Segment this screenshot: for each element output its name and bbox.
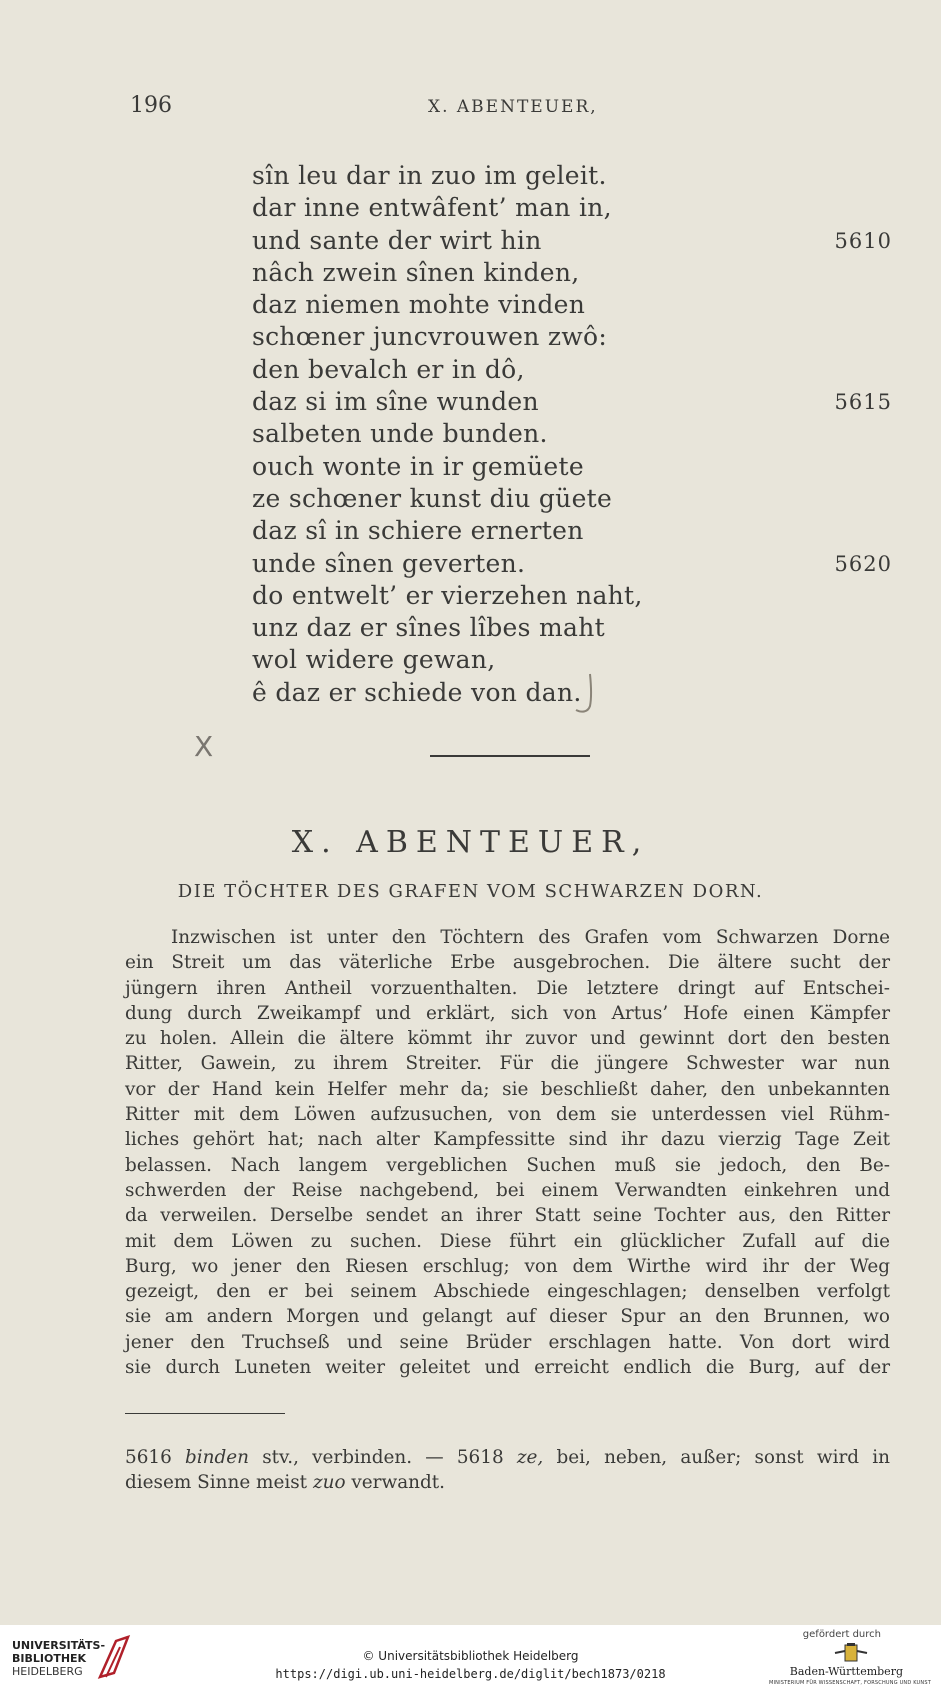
summary-line: vor der Hand kein Helfer mehr da; sie beschließt daher, den unbekannten	[125, 1078, 890, 1100]
footnotes	[125, 1445, 890, 1495]
verse-line	[252, 548, 892, 580]
footnote-term: ze,	[516, 1447, 544, 1468]
verse-text: daz niemen mohte vinden	[252, 290, 586, 320]
summary-line: jener den Truchseß und seine Brüder erschlagen hatte. Von dort wird	[125, 1331, 890, 1353]
verse-line	[252, 160, 892, 192]
verse-line	[252, 451, 892, 483]
chapter-title: X. ABENTEUER,	[291, 825, 650, 860]
summary-line: mit dem Löwen zu suchen. Diese führt ein glücklicher Zufall auf die	[125, 1230, 890, 1252]
summary-line: Ritter mit dem Löwen aufzusuchen, von dem sie unterdessen viel Rühm-	[125, 1104, 890, 1126]
verse-text: ze schœner kunst diu güete	[252, 483, 613, 513]
verse-text: do entwelt’ er vierzehen naht,	[252, 580, 643, 610]
summary-line: gezeigt, den er bei seinem Abschiede eingeschlagen; denselben verfolgt	[125, 1281, 890, 1303]
footnote-term: binden	[185, 1447, 250, 1468]
verse-line	[252, 354, 892, 386]
summary-line: Burg, wo jener den Riesen erschlug; von dem Wirthe wird ihr der Weg	[125, 1255, 890, 1277]
footnote-number: 5618	[456, 1447, 504, 1468]
line-number: 5615	[834, 390, 892, 415]
verse-text: und sante der wirt hin	[252, 225, 542, 255]
verse-line	[252, 483, 892, 515]
verse-text: nâch zwein sînen kinden,	[252, 257, 580, 287]
verse-text: den bevalch er in dô,	[252, 354, 525, 384]
verse-text: sîn leu dar in zuo im geleit.	[252, 161, 607, 190]
verse-text: dar inne entwâfent’ man in,	[252, 193, 612, 223]
verse-line	[252, 289, 892, 321]
verse-block	[252, 160, 892, 709]
summary-line: Ritter, Gawein, zu ihrem Streiter. Für die jüngere Schwester war nun	[125, 1053, 890, 1075]
library-name-line: BIBLIOTHEK	[12, 1652, 87, 1665]
footnote-divider	[125, 1413, 285, 1414]
verse-line	[252, 321, 892, 353]
verse-text: ouch wonte in ir gemüete	[252, 451, 584, 481]
verse-text: ê daz er schiede von dan.	[252, 677, 582, 707]
verse-line	[252, 386, 892, 418]
summary-line: belassen. Nach langem vergeblichen Suchen muß sie jedoch, den Be-	[125, 1154, 890, 1176]
summary-line: schwerden der Reise nachgebend, bei einem Verwandten einkehren und	[125, 1179, 890, 1201]
footnote-term: zuo	[312, 1472, 346, 1493]
funded-by-label: gefördert durch	[802, 1629, 881, 1640]
summary-line: sie durch Luneten weiter geleitet und erreicht endlich die Burg, auf der	[125, 1357, 890, 1379]
summary-line: Inzwischen ist unter den Töchtern des Grafen vom Schwarzen Dorne	[171, 927, 890, 948]
summary-paragraph	[125, 925, 890, 1380]
summary-line: liches gehört hat; nach alter Kampfessitte sind ihr dazu vierzig Tage Zeit	[125, 1129, 890, 1151]
footnote-number: 5616	[125, 1447, 172, 1468]
verse-text: unde sînen geverten.	[252, 548, 526, 578]
footnote-text: stv., verbinden. —	[262, 1447, 444, 1468]
summary-line: da verweilen. Derselbe sendet an ihrer Statt seine Tochter aus, den Ritter	[125, 1205, 890, 1227]
footnote-text: bei, neben, außer; sonst wird in	[556, 1447, 890, 1468]
permalink-url[interactable]: https://digi.ub.uni-heidelberg.de/diglit/bech1873/0218	[275, 1667, 666, 1681]
verse-line	[252, 225, 892, 257]
state-name: Baden-Württemberg	[789, 1665, 903, 1678]
summary-line: sie am andern Morgen und gelangt auf dieser Spur an den Brunnen, wo	[125, 1306, 890, 1328]
section-divider	[430, 755, 590, 757]
library-name-line: HEIDELBERG	[12, 1665, 83, 1678]
pencil-scribble-icon	[572, 672, 598, 716]
verse-line	[252, 612, 892, 644]
footnote-line	[125, 1445, 890, 1470]
verse-line	[252, 192, 892, 224]
summary-line: zu holen. Allein die ältere kömmt ihr zuvor und gewinnt dort den besten	[125, 1028, 890, 1050]
verse-text: salbeten unde bunden.	[252, 419, 548, 449]
footnote-line	[125, 1470, 890, 1495]
verse-text: unz daz er sînes lîbes maht	[252, 613, 605, 643]
verse-text: schœner juncvrouwen zwô:	[252, 322, 608, 352]
page-number: 196	[130, 93, 172, 118]
verse-line	[252, 418, 892, 450]
summary-line: jüngern ihren Antheil vorzuenthalten. Die letztere dringt auf Entschei-	[125, 977, 890, 999]
library-name-line: UNIVERSITÄTS-	[12, 1639, 106, 1652]
verse-text: daz sî in schiere ernerten	[252, 516, 584, 546]
pencil-x-mark: X	[194, 730, 214, 763]
footnote-text: diesem Sinne meist	[125, 1472, 308, 1493]
ministry-name: MINISTERIUM FÜR WISSENSCHAFT, FORSCHUNG UND KUNST	[768, 1680, 931, 1686]
page-header	[130, 93, 750, 123]
chapter-subtitle: DIE TÖCHTER DES GRAFEN VOM SCHWARZEN DORN.	[177, 881, 764, 902]
verse-text: daz si im sîne wunden	[252, 387, 539, 417]
summary-line: ein Streit um das väterliche Erbe ausgebrochen. Die ältere sucht der	[125, 952, 890, 974]
verse-line	[252, 580, 892, 612]
summary-line: dung durch Zweikampf und erklärt, sich von Artus’ Hofe einen Kämpfer	[125, 1002, 890, 1024]
verse-line	[252, 515, 892, 547]
state-crest-icon	[831, 1643, 871, 1667]
line-number: 5620	[834, 551, 892, 576]
running-title: X. ABENTEUER,	[428, 97, 598, 117]
verse-text: wol widere gewan,	[252, 645, 496, 675]
footnote-text: verwandt.	[351, 1472, 446, 1493]
copyright-notice: © Universitätsbibliothek Heidelberg	[362, 1649, 579, 1663]
line-number: 5610	[834, 228, 892, 253]
digitization-footer	[0, 1625, 941, 1692]
verse-line	[252, 257, 892, 289]
